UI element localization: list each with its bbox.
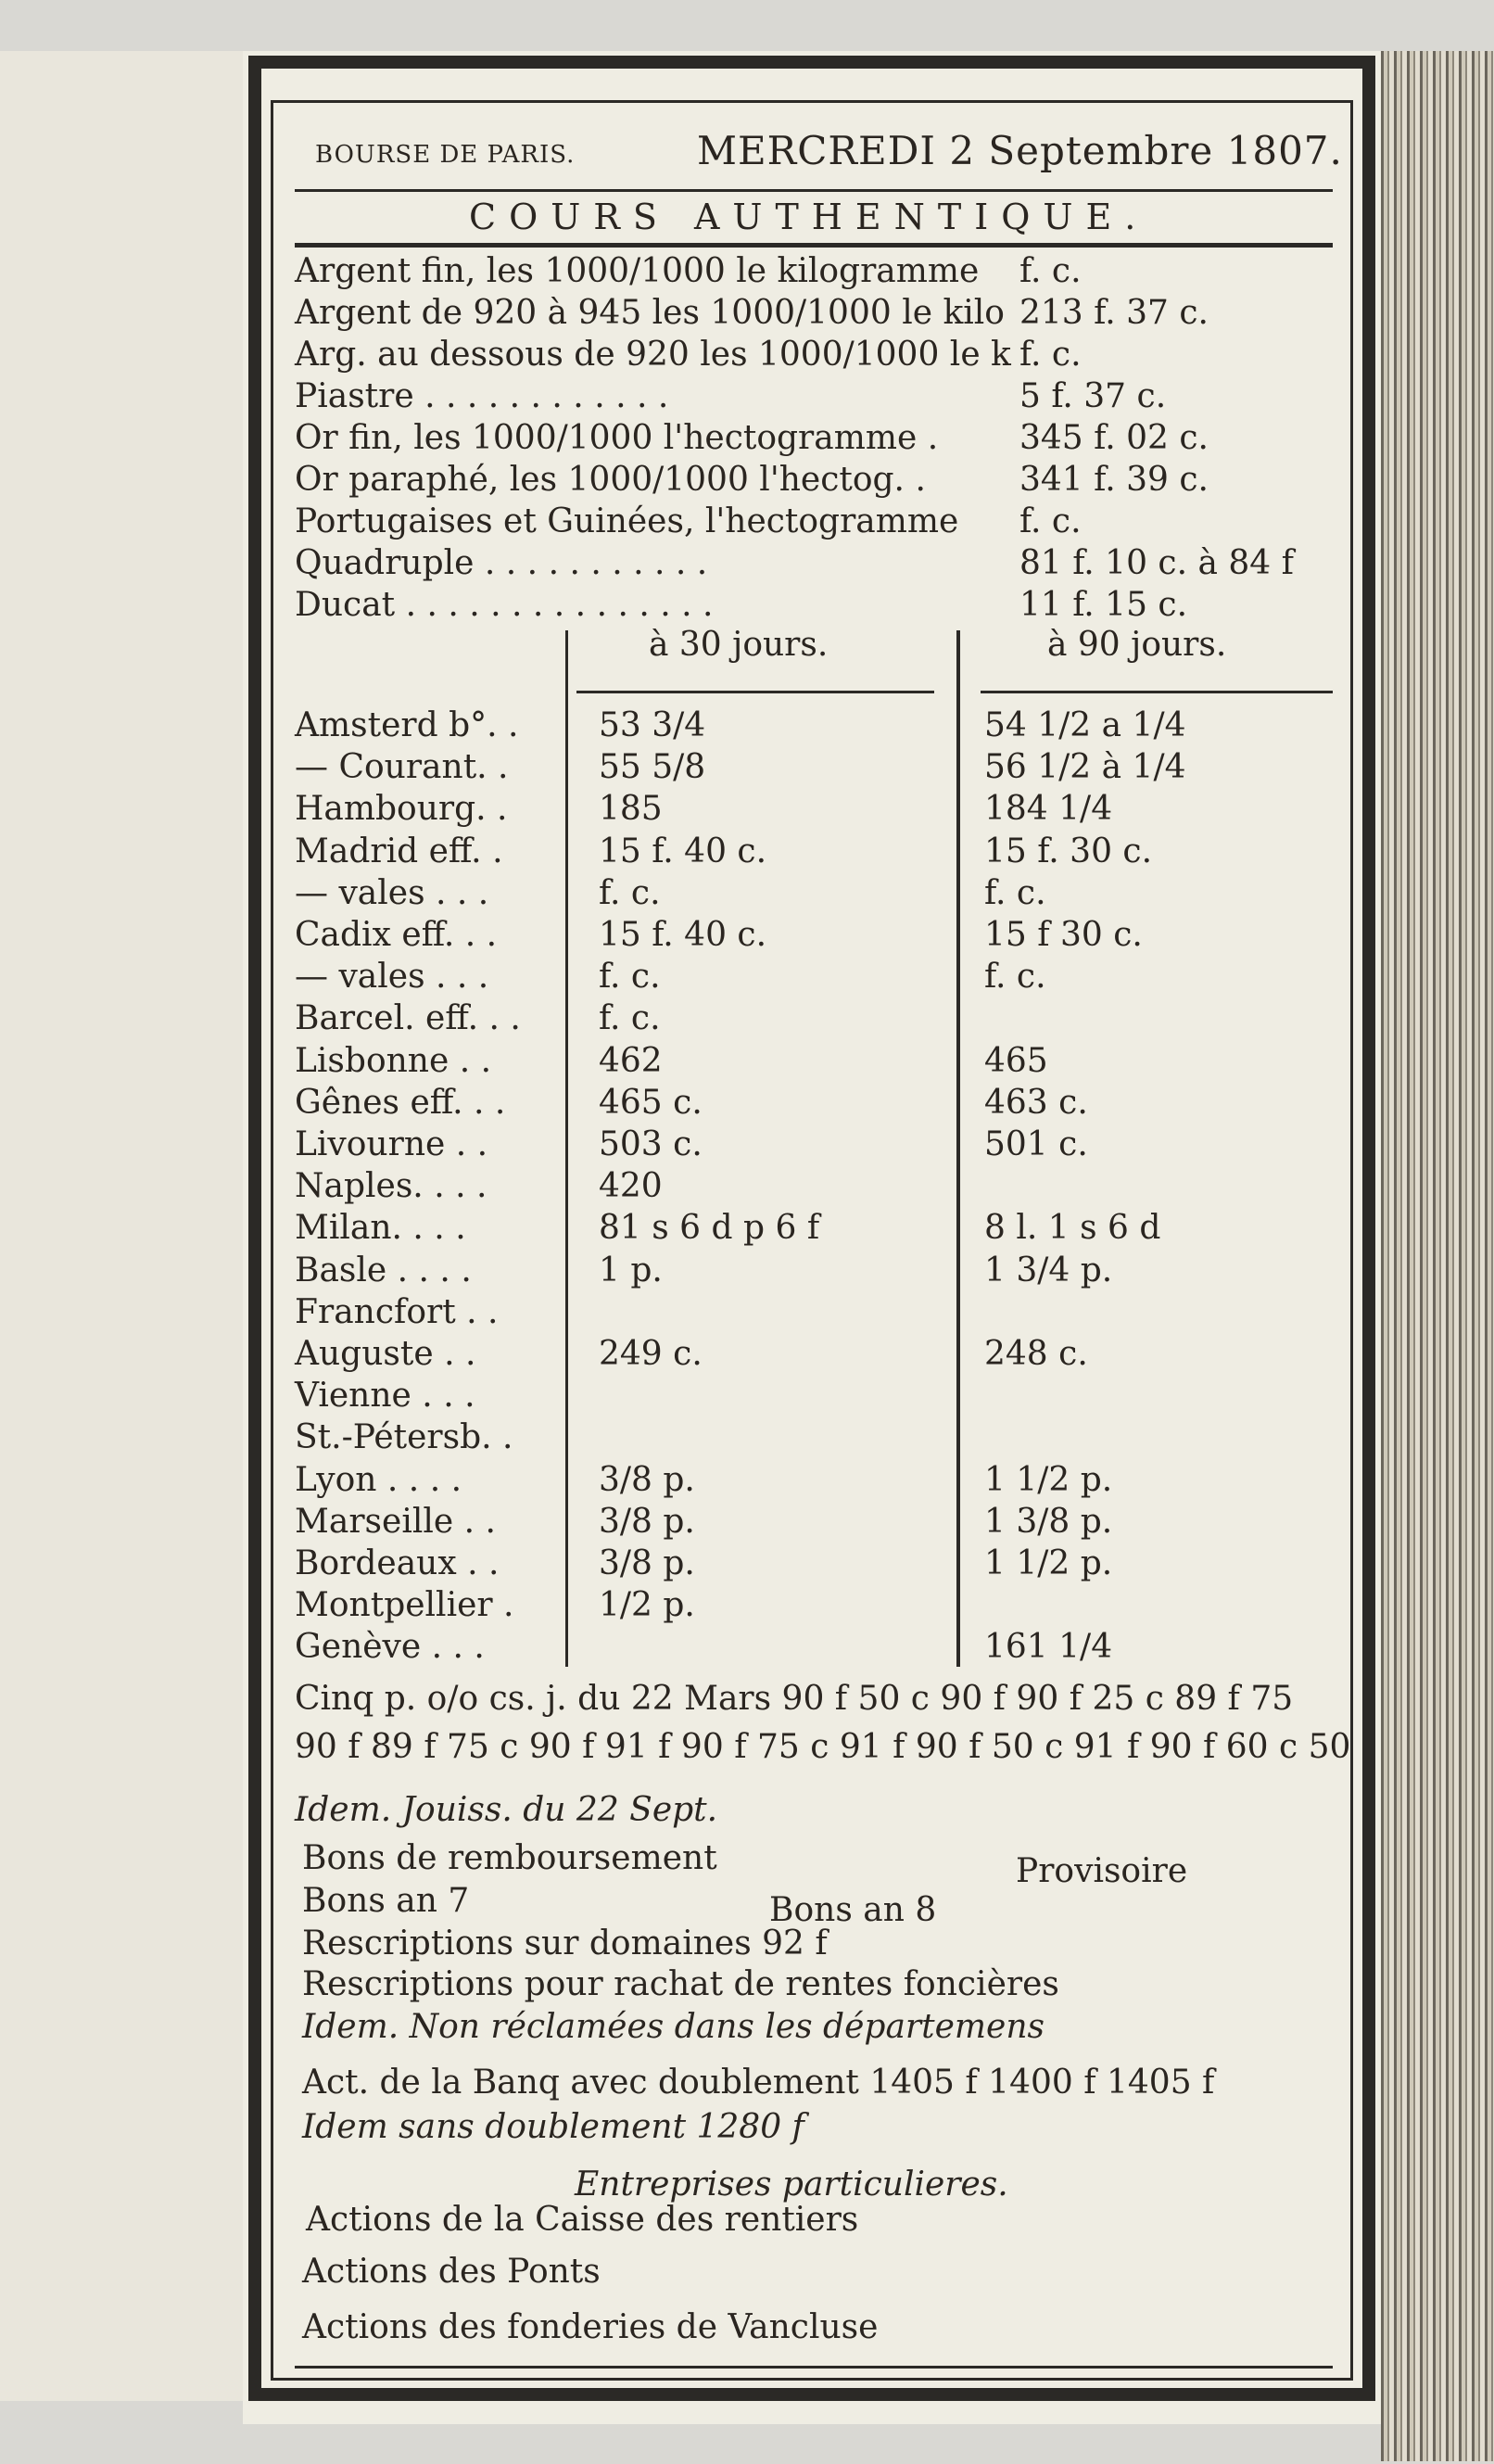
exchange-90-jours: 248 c.	[984, 1335, 1088, 1373]
exchange-90-jours: 465	[984, 1041, 1048, 1080]
exchange-90-jours: 501 c.	[984, 1125, 1088, 1163]
metal-value: f. c.	[1019, 252, 1082, 290]
exchange-90-jours: f. c.	[984, 873, 1046, 912]
exchange-90-jours: f. c.	[984, 958, 1046, 997]
rescriptions-rachat: Rescriptions pour rachat de rentes foncières	[302, 1965, 1059, 2003]
entreprises-heading: Entreprises particulieres.	[575, 2166, 1008, 2204]
exchange-30-jours: f. c.	[599, 873, 661, 912]
exchange-30-jours: 462	[599, 1041, 663, 1080]
exchange-30-jours: 249 c.	[599, 1335, 703, 1373]
exchange-30-jours: 1/2 p.	[599, 1586, 695, 1625]
exchange-90-jours: 463 c.	[984, 1083, 1088, 1122]
header-rule	[295, 189, 1333, 192]
exchange-30-jours: f. c.	[599, 999, 661, 1038]
metal-value: 341 f. 39 c.	[1019, 461, 1209, 499]
page-title: COURS AUTHENTIQUE.	[469, 197, 1149, 237]
exchange-90-jours: 161 1/4	[984, 1628, 1113, 1667]
exchange-place: Basle . . . .	[295, 1251, 472, 1289]
actions-banque: Act. de la Banq avec doublement 1405 f 1400 f 1405 f	[302, 2064, 1215, 2102]
non-reclamees: Idem. Non réclamées dans les départemens	[302, 2008, 1045, 2046]
exchange-30-jours: 81 s 6 d p 6 f	[599, 1209, 820, 1248]
bons-an-7: Bons an 7	[302, 1882, 470, 1920]
exchange-place: Livourne . .	[295, 1125, 488, 1163]
metal-label: Piastre . . . . . . . . . . . .	[295, 377, 669, 415]
exchange-place: Milan. . . .	[295, 1209, 466, 1248]
exchange-30-jours: f. c.	[599, 958, 661, 997]
exchange-place: Montpellier .	[295, 1586, 514, 1625]
exchange-90-jours: 1 1/2 p.	[984, 1460, 1113, 1499]
metal-label: Portugaises et Guinées, l'hectogramme	[295, 502, 959, 540]
exchange-30-jours: 420	[599, 1167, 663, 1206]
exchange-90-jours: 1 1/2 p.	[984, 1544, 1113, 1582]
exchange-place: Francfort . .	[295, 1292, 499, 1331]
exchange-place: — Courant. .	[295, 748, 509, 787]
funds-line-2: 90 f 89 f 75 c 90 f 91 f 90 f 75 c 91 f 90 f 50 c 91 f 90 f 60 c 50	[295, 1728, 1351, 1766]
date-heading: MERCREDI 2 Septembre 1807.	[697, 128, 1343, 173]
rescriptions-domaines: Rescriptions sur domaines 92 f	[302, 1924, 828, 1962]
entreprise-item-1: Actions de la Caisse des rentiers	[306, 2201, 859, 2239]
book-spine	[0, 51, 244, 2401]
exchange-30-jours: 3/8 p.	[599, 1502, 695, 1541]
bons-remboursement: Bons de remboursement	[302, 1839, 717, 1877]
metal-label: Or fin, les 1000/1000 l'hectogramme .	[295, 419, 939, 457]
exchange-place: Genève . . .	[295, 1628, 485, 1667]
metal-label: Quadruple . . . . . . . . . . .	[295, 544, 708, 582]
exchange-90-jours: 1 3/8 p.	[984, 1502, 1113, 1541]
metal-value: 213 f. 37 c.	[1019, 294, 1209, 332]
exchange-place: Madrid eff. .	[295, 832, 503, 870]
exchange-place: — vales . . .	[295, 958, 489, 997]
funds-line-3: Idem. Jouiss. du 22 Sept.	[295, 1791, 718, 1829]
funds-line-1: Cinq p. o/o cs. j. du 22 Mars 90 f 50 c 90 f 90 f 25 c 89 f 75	[295, 1680, 1294, 1718]
exchange-place: Barcel. eff. . .	[295, 999, 521, 1038]
divider-right	[956, 630, 960, 1667]
exchange-place: Auguste . .	[295, 1335, 476, 1373]
page-edges	[1381, 51, 1494, 2461]
col-30-rule	[576, 691, 934, 693]
col-90-rule	[981, 691, 1333, 693]
exchange-30-jours: 15 f. 40 c.	[599, 832, 767, 870]
metal-value: 5 f. 37 c.	[1019, 377, 1167, 415]
metal-label: Arg. au dessous de 920 les 1000/1000 le k	[295, 336, 1011, 374]
metal-label: Ducat . . . . . . . . . . . . . . .	[295, 586, 714, 624]
exchange-place: Hambourg. .	[295, 790, 508, 829]
exchange-place: St.-Pétersb. .	[295, 1418, 513, 1457]
exchange-place: Lisbonne . .	[295, 1041, 492, 1080]
exchange-place: Marseille . .	[295, 1502, 496, 1541]
exchange-30-jours: 465 c.	[599, 1083, 703, 1122]
provisoire: Provisoire	[1016, 1852, 1188, 1890]
metal-value: f. c.	[1019, 336, 1082, 374]
exchange-90-jours: 1 3/4 p.	[984, 1251, 1113, 1289]
bottom-rule	[295, 2366, 1333, 2369]
exchange-30-jours: 3/8 p.	[599, 1544, 695, 1582]
exchange-90-jours: 184 1/4	[984, 790, 1113, 829]
metal-value: 345 f. 02 c.	[1019, 419, 1209, 457]
exchange-30-jours: 185	[599, 790, 663, 829]
exchange-30-jours: 503 c.	[599, 1125, 703, 1163]
exchange-place: Cadix eff. . .	[295, 916, 498, 954]
metal-label: Argent fin, les 1000/1000 le kilogramme	[295, 252, 980, 290]
title-rule	[295, 243, 1333, 248]
exchange-90-jours: 56 1/2 à 1/4	[984, 748, 1186, 787]
metal-label: Argent de 920 à 945 les 1000/1000 le kilo	[295, 294, 1005, 332]
exchange-place: Amsterd b°. .	[295, 706, 519, 744]
bourse-label: BOURSE DE PARIS.	[315, 141, 576, 169]
exchange-90-jours: 15 f. 30 c.	[984, 832, 1153, 870]
exchange-30-jours: 15 f. 40 c.	[599, 916, 767, 954]
exchange-90-jours: 8 l. 1 s 6 d	[984, 1209, 1161, 1248]
exchange-place: — vales . . .	[295, 873, 489, 912]
col-30-jours: à 30 jours.	[649, 626, 829, 664]
exchange-90-jours: 54 1/2 a 1/4	[984, 706, 1186, 744]
metal-value: 81 f. 10 c. à 84 f	[1019, 544, 1294, 582]
exchange-90-jours: 15 f 30 c.	[984, 916, 1143, 954]
metal-value: 11 f. 15 c.	[1019, 586, 1188, 624]
exchange-place: Gênes eff. . .	[295, 1083, 506, 1122]
exchange-30-jours: 3/8 p.	[599, 1460, 695, 1499]
exchange-30-jours: 1 p.	[599, 1251, 663, 1289]
exchange-place: Vienne . . .	[295, 1377, 475, 1416]
metal-label: Or paraphé, les 1000/1000 l'hectog. .	[295, 461, 926, 499]
metal-value: f. c.	[1019, 502, 1082, 540]
exchange-place: Lyon . . . .	[295, 1460, 462, 1499]
idem-sans-doublement: Idem sans doublement 1280 f	[302, 2108, 804, 2146]
exchange-place: Naples. . . .	[295, 1167, 487, 1206]
exchange-place: Bordeaux . .	[295, 1544, 500, 1582]
col-90-jours: à 90 jours.	[1047, 626, 1227, 664]
entreprise-item-2: Actions des Ponts	[302, 2253, 601, 2291]
bons-an-8: Bons an 8	[769, 1891, 937, 1929]
exchange-30-jours: 53 3/4	[599, 706, 706, 744]
entreprise-item-3: Actions des fonderies de Vancluse	[302, 2308, 879, 2346]
exchange-30-jours: 55 5/8	[599, 748, 706, 787]
divider-left	[565, 630, 568, 1667]
